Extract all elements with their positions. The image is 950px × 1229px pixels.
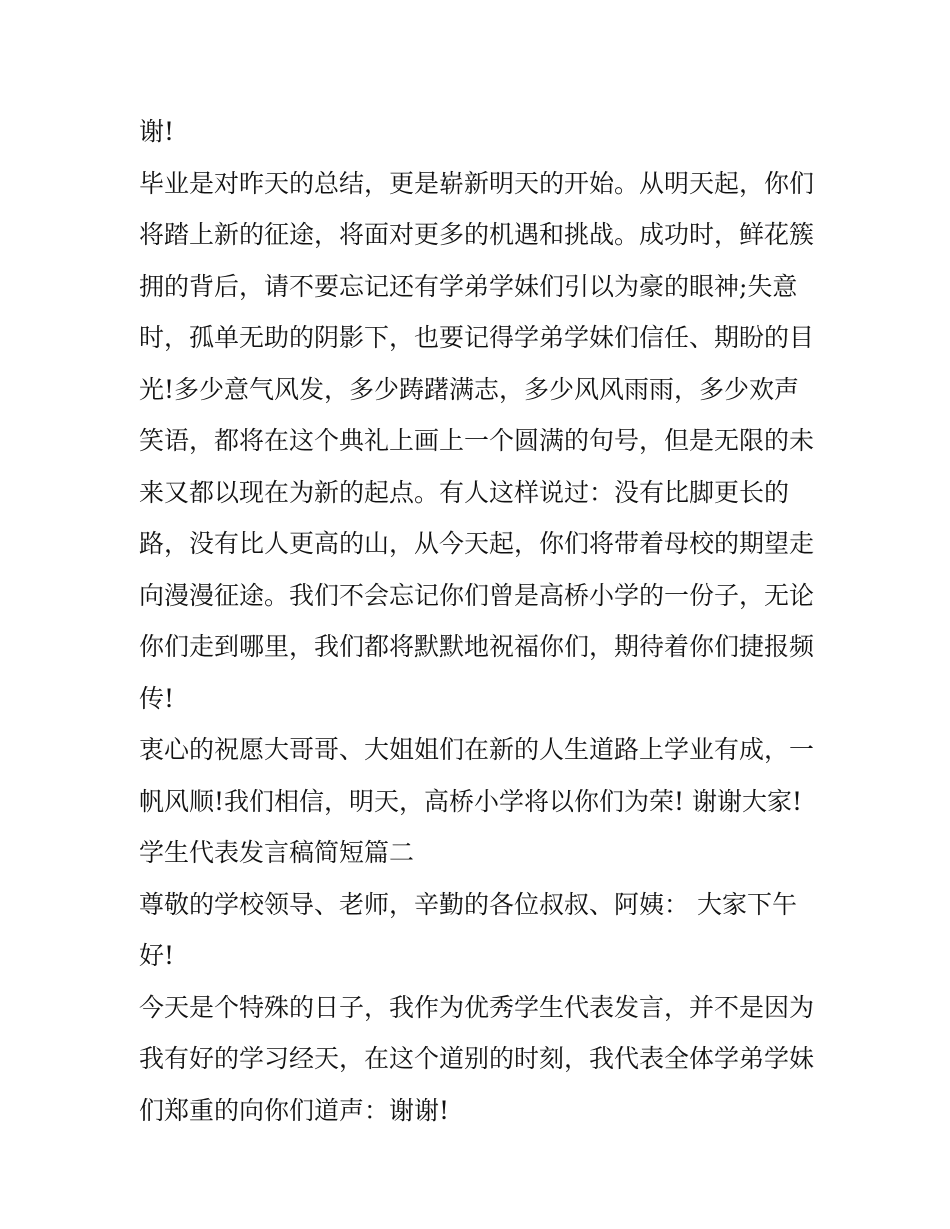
text-line: 谢! <box>139 117 175 146</box>
text-line: 们郑重的向你们道声：谢谢! <box>139 1095 450 1125</box>
text-line: 我有好的学习经天，在这个道别的时刻，我代表全体学弟学妹 <box>139 1044 815 1073</box>
text-line: 尊敬的学校领导、老师，辛勤的各位叔叔、阿姨： 大家下午 <box>139 889 797 919</box>
text-line: 路，没有比人更高的山，从今天起，你们将带着母校的期望走 <box>139 529 815 558</box>
text-line: 毕业是对昨天的总结，更是崭新明天的开始。从明天起，你们 <box>139 168 815 198</box>
text-line: 今天是个特殊的日子，我作为优秀学生代表发言，并不是因为 <box>139 992 815 1022</box>
text-line: 衷心的祝愿大哥哥、大姐姐们在新的人生道路上学业有成，一 <box>139 735 815 764</box>
text-line: 你们走到哪里，我们都将默默地祝福你们，期待着你们捷报频 <box>139 632 815 661</box>
text-line: 来又都以现在为新的起点。有人这样说过：没有比脚更长的 <box>139 477 790 507</box>
text-line: 向漫漫征途。我们不会忘记你们曾是高桥小学的一份子，无论 <box>139 580 815 610</box>
text-line: 帆风顺!我们相信，明天，高桥小学将以你们为荣! 谢谢大家! <box>139 786 803 816</box>
section-heading: 学生代表发言稿简短篇二 <box>139 838 415 867</box>
text-line: 将踏上新的征途，将面对更多的机遇和挑战。成功时，鲜花簇 <box>139 220 815 249</box>
text-line: 光!多少意气风发，多少踌躇满志，多少风风雨雨，多少欢声 <box>139 374 800 404</box>
text-line: 笑语，都将在这个典礼上画上一个圆满的句号，但是无限的未 <box>139 426 815 455</box>
text-line: 时，孤单无助的阴影下，也要记得学弟学妹们信任、期盼的目 <box>139 323 815 352</box>
text-line: 好! <box>139 941 175 970</box>
text-line: 传! <box>139 683 175 713</box>
document-body <box>139 106 829 1136</box>
text-line: 拥的背后，请不要忘记还有学弟学妹们引以为豪的眼神;失意 <box>139 271 798 301</box>
